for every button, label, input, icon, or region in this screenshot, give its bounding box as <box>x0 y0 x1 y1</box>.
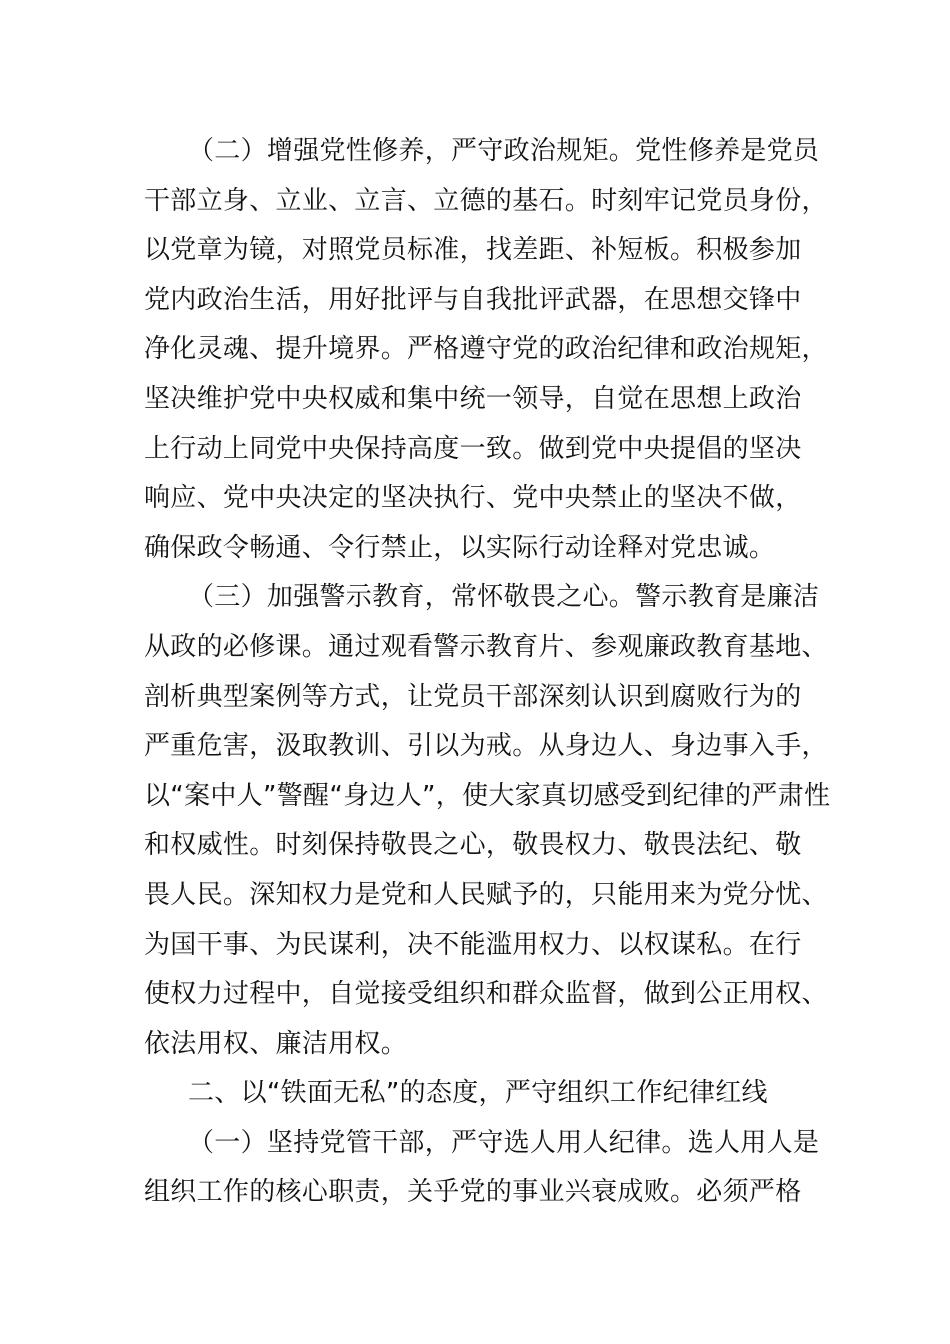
text-line: 严重危害，汲取教训、引以为戒。从身边人、身边事入手， <box>144 731 828 762</box>
text-line: 畏人民。深知权力是党和人民赋予的，只能用来为党分忧、 <box>144 879 828 910</box>
text-line: （三）加强警示教育，常怀敬畏之心。警示教育是廉洁 <box>188 582 820 613</box>
text-line: 以党章为镜，对照党员标准，找差距、补短板。积极参加 <box>144 235 802 266</box>
text-line: 确保政令畅通、令行禁止，以实际行动诠释对党忠诚。 <box>144 532 776 563</box>
text-line: 净化灵魂、提升境界。严格遵守党的政治纪律和政治规矩， <box>144 334 828 365</box>
text-line: 依法用权、廉洁用权。 <box>144 1028 408 1059</box>
text-line: （二）增强党性修养，严守政治规矩。党性修养是党员 <box>188 136 820 166</box>
text-line: 响应、党中央决定的坚决执行、党中央禁止的坚决不做， <box>144 483 802 514</box>
text-line: 为国干事、为民谋利，决不能滥用权力、以权谋私。在行 <box>144 929 802 960</box>
text-line: 二、以“铁面无私”的态度，严守组织工作纪律红线 <box>188 1078 768 1109</box>
text-line: 使权力过程中，自觉接受组织和群众监督，做到公正用权、 <box>144 979 828 1010</box>
text-line: 党内政治生活，用好批评与自我批评武器，在思想交锋中 <box>144 284 802 315</box>
text-line: 以“案中人”警醒“身边人”，使大家真切感受到纪律的严肃性 <box>144 780 831 811</box>
text-line: 从政的必修课。通过观看警示教育片、参观廉政教育基地、 <box>144 631 828 662</box>
text-line: 组织工作的核心职责，关乎党的事业兴衰成败。必须严格 <box>144 1177 802 1208</box>
text-line: （一）坚持党管干部，严守选人用人纪律。选人用人是 <box>188 1127 820 1158</box>
text-line: 坚决维护党中央权威和集中统一领导，自觉在思想上政治 <box>144 383 802 414</box>
text-line: 干部立身、立业、立言、立德的基石。时刻牢记党员身份， <box>144 185 828 216</box>
document-body <box>144 127 831 1218</box>
text-line: 上行动上同党中央保持高度一致。做到党中央提倡的坚决 <box>144 433 802 464</box>
text-line: 和权威性。时刻保持敬畏之心，敬畏权力、敬畏法纪、敬 <box>144 830 802 861</box>
text-line: 剖析典型案例等方式，让党员干部深刻认识到腐败行为的 <box>144 681 802 712</box>
